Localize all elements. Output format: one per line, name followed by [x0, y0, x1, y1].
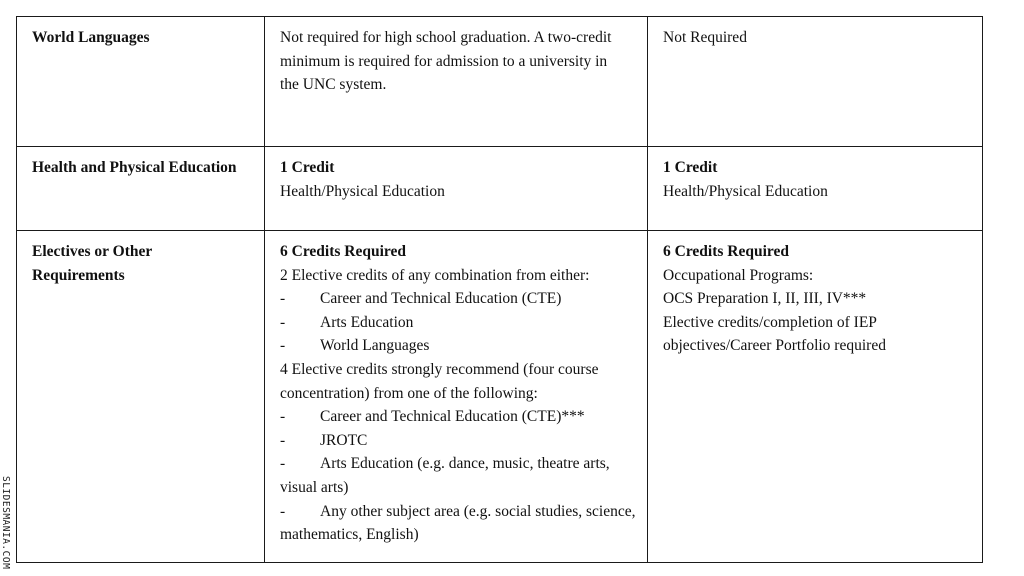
cell-text: Health/Physical Education — [663, 182, 828, 200]
graduation-cell — [265, 147, 648, 231]
cell-text: OCS Preparation I, II, III, IV*** — [663, 290, 867, 308]
list-item-text: Arts Education — [320, 313, 414, 331]
dash-bullet: - — [280, 337, 286, 355]
occupational-cell — [648, 17, 983, 147]
list-item-text: Career and Technical Education (CTE)*** — [320, 408, 585, 426]
list-item — [280, 287, 637, 311]
list-item — [280, 334, 637, 358]
cell-intro: 2 Elective credits of any combination from either: — [280, 266, 590, 284]
subject-label-line2: Requirements — [32, 266, 125, 284]
cell-text: Elective credits/completion of IEP objectives/Career Portfolio required — [663, 313, 886, 355]
cell-heading: 1 Credit — [280, 159, 335, 176]
subject-cell — [17, 147, 265, 231]
table-row-electives — [17, 231, 983, 563]
list-item-text: JROTC — [320, 431, 368, 449]
cell-heading: 6 Credits Required — [280, 243, 407, 260]
list-item-text: Any other subject area (e.g. social studies, science, mathematics, English) — [280, 502, 636, 544]
subject-cell — [17, 231, 265, 563]
table-row-world-languages — [17, 17, 983, 147]
dash-bullet: - — [280, 313, 286, 331]
subject-label: World Languages — [32, 29, 150, 46]
list-item — [280, 405, 637, 429]
dash-bullet: - — [280, 455, 286, 473]
cell-mid-text: 4 Elective credits strongly recommend (four course concentration) from one of the following: — [280, 360, 599, 402]
list-item-text: Arts Education (e.g. dance, music, theatre arts, visual arts) — [280, 455, 610, 496]
cell-text: Occupational Programs: — [663, 266, 814, 284]
cell-text: Health/Physical Education — [280, 182, 445, 200]
list-item — [280, 429, 637, 453]
graduation-cell — [265, 17, 648, 147]
list-item — [280, 311, 637, 335]
occupational-cell — [648, 231, 983, 563]
list-item-text: World Languages — [320, 337, 430, 355]
cell-text: Not Required — [663, 29, 747, 46]
dash-bullet: - — [280, 502, 286, 520]
subject-label: Health and Physical Education — [32, 159, 237, 176]
subject-cell — [17, 17, 265, 147]
cell-heading: 6 Credits Required — [663, 243, 790, 260]
subject-label-line1: Electives or Other — [32, 243, 153, 260]
cell-heading: 1 Credit — [663, 159, 718, 176]
dash-bullet: - — [280, 290, 286, 308]
dash-bullet: - — [280, 431, 286, 449]
watermark: SLIDESMANIA.COM — [0, 476, 11, 570]
graduation-cell — [265, 231, 648, 563]
dash-bullet: - — [280, 408, 286, 426]
requirements-table — [16, 16, 983, 563]
list-item — [280, 452, 637, 499]
list-item — [280, 500, 637, 547]
table-row-health-pe — [17, 147, 983, 231]
cell-text: Not required for high school graduation. A two-credit minimum is required for admission to a university in the UNC system. — [280, 29, 612, 94]
occupational-cell — [648, 147, 983, 231]
list-item-text: Career and Technical Education (CTE) — [320, 290, 562, 308]
